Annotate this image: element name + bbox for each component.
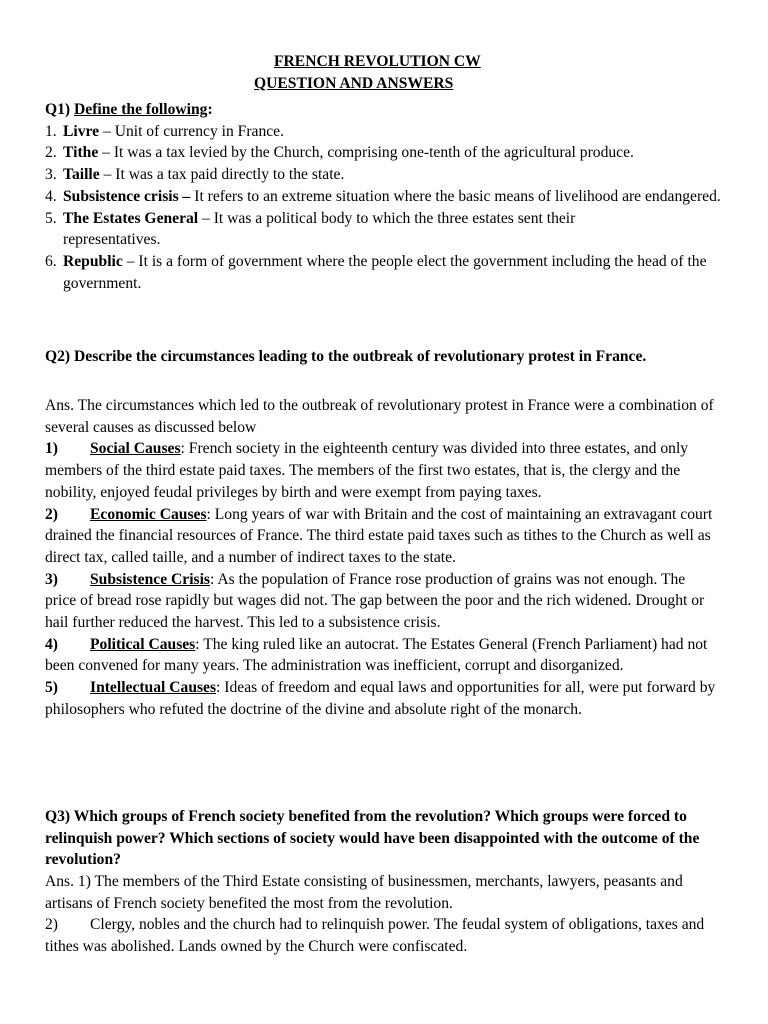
definition-term: Republic bbox=[63, 252, 123, 270]
definition-item bbox=[45, 121, 725, 143]
q2-question: Q2) Describe the circumstances leading to the outbreak of revolutionary protest in France. bbox=[45, 348, 647, 365]
q2-answer-intro: Ans. The circumstances which led to the outbreak of revolutionary protest in France were a combination of several causes as discussed below bbox=[45, 397, 714, 436]
cause-number: 4) bbox=[45, 635, 58, 653]
document-subtitle: QUESTION AND ANSWERS bbox=[254, 75, 454, 92]
cause-text: : As the population of France rose production of grains was not enough. The price of bread rose rapidly but wages did not. The gap between the poor and the rich widened. Drought or hail further reduced the harvest. This led to a subsistence crisis. bbox=[45, 570, 705, 632]
definition-term: Livre bbox=[63, 122, 100, 140]
q3-question: Q3) Which groups of French society benefited from the revolution? Which groups were forced to relinquish power? Which sections of society would have been disappointed with the outcome of the revolution? bbox=[45, 808, 700, 869]
definition-item bbox=[45, 164, 725, 186]
cause-item bbox=[45, 438, 717, 503]
definition-number: 3. bbox=[45, 166, 57, 184]
q2-answer bbox=[45, 395, 717, 721]
cause-item bbox=[45, 634, 717, 677]
definition-number: 4. bbox=[45, 187, 57, 205]
q3-answer bbox=[45, 871, 717, 958]
cause-text: : French society in the eighteenth century was divided into three estates, and only members of the third estate paid taxes. The members of the first two estates, that is, the clergy and the nobility, enjoyed feudal privileges by birth and were exempt from paying taxes. bbox=[45, 440, 689, 501]
definition-text: – Unit of currency in France. bbox=[99, 122, 284, 140]
document-title: FRENCH REVOLUTION CW bbox=[274, 53, 481, 70]
definition-text: It refers to an extreme situation where the basic means of livelihood are endangered. bbox=[190, 187, 721, 205]
definition-number: 1. bbox=[45, 122, 57, 140]
cause-name: Intellectual Causes bbox=[90, 679, 217, 697]
definition-term: The Estates General bbox=[63, 209, 199, 227]
definition-item bbox=[45, 251, 725, 294]
q1-colon: : bbox=[207, 101, 213, 118]
q3-answer-1: Ans. 1) The members of the Third Estate consisting of businessmen, merchants, lawyers, peasants and artisans of French society benefited the most from the revolution. bbox=[45, 873, 683, 912]
cause-number: 5) bbox=[45, 679, 58, 697]
definition-number: 6. bbox=[45, 252, 57, 270]
cause-text: : Ideas of freedom and equal laws and opportunities for all, were put forward by philosophers who refuted the doctrine of the divine and absolute right of the monarch. bbox=[45, 679, 716, 718]
definition-number: 5. bbox=[45, 209, 57, 227]
q3-answer-2-text: Clergy, nobles and the church had to relinquish power. The feudal system of obligations, taxes and tithes was abolished. Lands owned by the Church were confiscated. bbox=[45, 916, 705, 956]
definition-text: – It was a tax levied by the Church, comprising one-tenth of the agricultural produce. bbox=[98, 144, 634, 162]
definition-text: – It is a form of government where the people elect the government including the head of the government. bbox=[63, 252, 707, 292]
q1-heading-text: Define the following bbox=[74, 101, 208, 118]
cause-item bbox=[45, 677, 717, 720]
cause-item bbox=[45, 504, 717, 569]
definition-item bbox=[45, 186, 725, 208]
q3-answer-2-number: 2) bbox=[45, 916, 58, 934]
cause-number: 1) bbox=[45, 440, 58, 458]
definition-item bbox=[45, 142, 725, 164]
cause-name: Subsistence Crisis bbox=[90, 570, 210, 588]
cause-text: : Long years of war with Britain and the cost of maintaining an extravagant court drained the financial resources of France. The third estate paid taxes such as tithes to the Church as well as direct tax, called taille, and a number of indirect taxes to the state. bbox=[45, 505, 713, 566]
definition-text: – It was a tax paid directly to the state. bbox=[99, 166, 345, 184]
definition-term: Subsistence crisis – bbox=[63, 187, 191, 205]
cause-item bbox=[45, 569, 717, 634]
cause-name: Economic Causes bbox=[90, 505, 207, 523]
definition-term: Taille bbox=[63, 166, 100, 184]
definition-term: Tithe bbox=[63, 144, 99, 162]
cause-name: Social Causes bbox=[90, 440, 181, 458]
definition-item bbox=[45, 208, 725, 251]
q1-heading bbox=[45, 99, 725, 121]
cause-number: 2) bbox=[45, 505, 58, 523]
q1-label: Q1) bbox=[45, 101, 75, 118]
cause-number: 3) bbox=[45, 570, 58, 588]
cause-text: : The king ruled like an autocrat. The Estates General (French Parliament) had not been convened for many years. The administration was inefficient, corrupt and disorganized. bbox=[45, 635, 708, 675]
definition-number: 2. bbox=[45, 144, 57, 162]
q3-answer-2 bbox=[45, 914, 717, 957]
cause-name: Political Causes bbox=[90, 635, 196, 653]
definition-text: – It was a political body to which the three estates sent their representatives. bbox=[63, 209, 576, 249]
q1-section bbox=[45, 99, 725, 294]
